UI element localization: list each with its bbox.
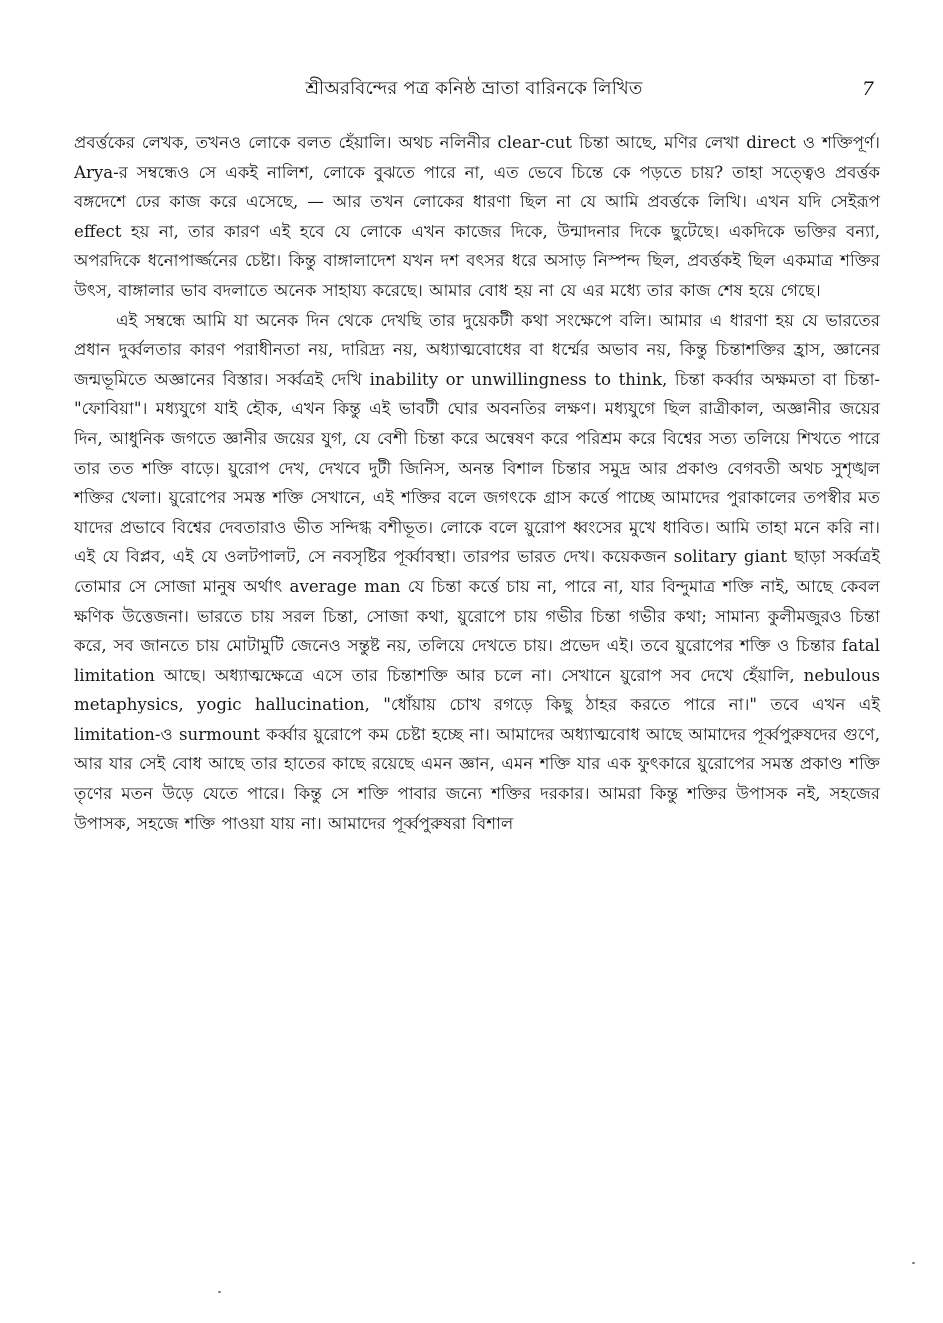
paragraph-2: এই সম্বন্ধে আমি যা অনেক দিন থেকে দেখছি তার দুয়েকটী কথা সংক্ষেপে বলি। আমার এ ধারণা হয় যে ভারতের প্রধান দুর্ব্বলতার কারণ পরাধীনতা নয়, দারিদ্র্য নয়, অধ্যাত্মবোধের বা ধর্ম্মের অভাব নয়, কিন্তু চিন্তাশক্তির হ্রাস, জ্ঞানের জন্মভূমিতে অজ্ঞানের বিস্তার। সর্ব্বত্রই দেখি inability or unwillingness to think, চিন্তা কর্ব্বার অক্ষমতা বা চিন্তা-"ফোবিয়া"। মধ্যযুগে যাই হৌক, এখন কিন্তু এই ভাবটী ঘোর অবনতির লক্ষণ। মধ্যযুগে ছিল রাত্রীকাল, অজ্ঞানীর জয়ের দিন, আধুনিক জগতে জ্ঞানীর জয়ের যুগ, যে বেশী চিন্তা করে অন্বেষণ করে পরিশ্রম করে বিশ্বের সত্য তলিয়ে শিখতে পারে তার তত শক্তি বাড়ে। য়ুরোপ দেখ, দেখবে দুটী জিনিস, অনন্ত বিশাল চিন্তার সমুদ্র আর প্রকাণ্ড বেগবতী অথচ সুশৃঙ্খল শক্তির খেলা। য়ুরোপের সমস্ত শক্তি সেখানে, এই শক্তির বলে জগৎকে গ্রাস কর্ত্তে পাচ্ছে আমাদের পুরাকালের তপস্বীর মত যাদের প্রভাবে বিশ্বের দেবতারাও ভীত সন্দিগ্ধ বশীভূত। লোকে বলে য়ুরোপ ধ্বংসের মুখে ধাবিত। আমি তাহা মনে করি না। এই যে বিপ্লব, এই যে ওলটপালট, সে নবসৃষ্টির পূর্ব্বাবস্থা। তারপর ভারত দেখ। কয়েকজন solitary giant ছাড়া সর্ব্বত্রই তোমার সে সোজা মানুষ অর্থাৎ average man যে চিন্তা কর্ত্তে চায় না, পারে না, যার বিন্দুমাত্র শক্তি নাই, আছে কেবল ক্ষণিক উত্তেজনা। ভারতে চায় সরল চিন্তা, সোজা কথা, য়ুরোপে চায় গভীর চিন্তা গভীর কথা; সামান্য কুলীমজুরও চিন্তা করে, সব জানতে চায় মোটামুটি জেনেও সন্তুষ্ট নয়, তলিয়ে দেখতে চায়। প্রভেদ এই। তবে য়ুরোপের শক্তি ও চিন্তার fatal limitation আছে। অধ্যাত্মক্ষেত্রে এসে তার চিন্তাশক্তি আর চলে না। সেখানে য়ুরোপ সব দেখে হেঁয়ালি, nebulous metaphysics, yogic hallucination, "ধোঁয়ায় চোখ রগড়ে কিছু ঠাহর করতে পারে না।" তবে এখন এই limitation-ও surmount কর্ব্বার য়ুরোপে কম চেষ্টা হচ্ছে না। আমাদের অধ্যাত্মবোধ আছে আমাদের পূর্ব্বপুরুষদের গুণে, আর যার সেই বোধ আছে তার হাতের কাছে রয়েছে এমন জ্ঞান, এমন শক্তি যার এক ফুৎকারে য়ুরোপের সমস্ত প্রকাণ্ড শক্তি তৃণের মতন উড়ে যেতে পারে। কিন্তু সে শক্তি পাবার জন্যে শক্তির দরকার। আমরা কিন্তু শক্তির উপাসক নই, সহজের উপাসক, সহজে শক্তি পাওয়া যায় না। আমাদের পূর্ব্বপুরুষরা বিশাল [74, 310, 880, 833]
scan-speck [218, 1291, 221, 1293]
scan-speck [912, 1262, 915, 1264]
running-head [74, 76, 874, 102]
running-title: শ্রীঅরবিন্দের পত্র কনিষ্ঠ ভ্রাতা বারিনকে লিখিত [305, 78, 643, 99]
body-text [74, 128, 880, 838]
paragraph-1: প্রবর্ত্তকের লেখক, তখনও লোকে বলত হেঁয়ালি। অথচ নলিনীর clear-cut চিন্তা আছে, মণির লেখা direct ও শক্তিপূর্ণ। Arya-র সম্বন্ধেও সে একই নালিশ, লোকে বুঝতে পারে না, এত ভেবে চিন্তে কে পড়তে চায়? তাহা সত্ত্বেও প্রবর্ত্তক বঙ্গদেশে ঢের কাজ করে এসেছে, — আর তখন লোকের ধারণা ছিল না যে আমি প্রবর্ত্তকে লিখি। এখন যদি সেইরূপ effect হয় না, তার কারণ এই হবে যে লোকে এখন কাজের দিকে, উন্মাদনার দিকে ছুটেছে। একদিকে ভক্তির বন্যা, অপরদিকে ধনোপার্জ্জনের চেষ্টা। কিন্তু বাঙ্গালাদেশ যখন দশ বৎসর ধরে অসাড় নিস্পন্দ ছিল, প্রবর্ত্তকই ছিল একমাত্র শক্তির উৎস, বাঙ্গালার ভাব বদলাতে অনেক সাহায্য করেছে। আমার বোধ হয় না যে এর মধ্যে তার কাজ শেষ হয়ে গেছে। [74, 133, 880, 300]
page-number: 7 [861, 78, 874, 100]
